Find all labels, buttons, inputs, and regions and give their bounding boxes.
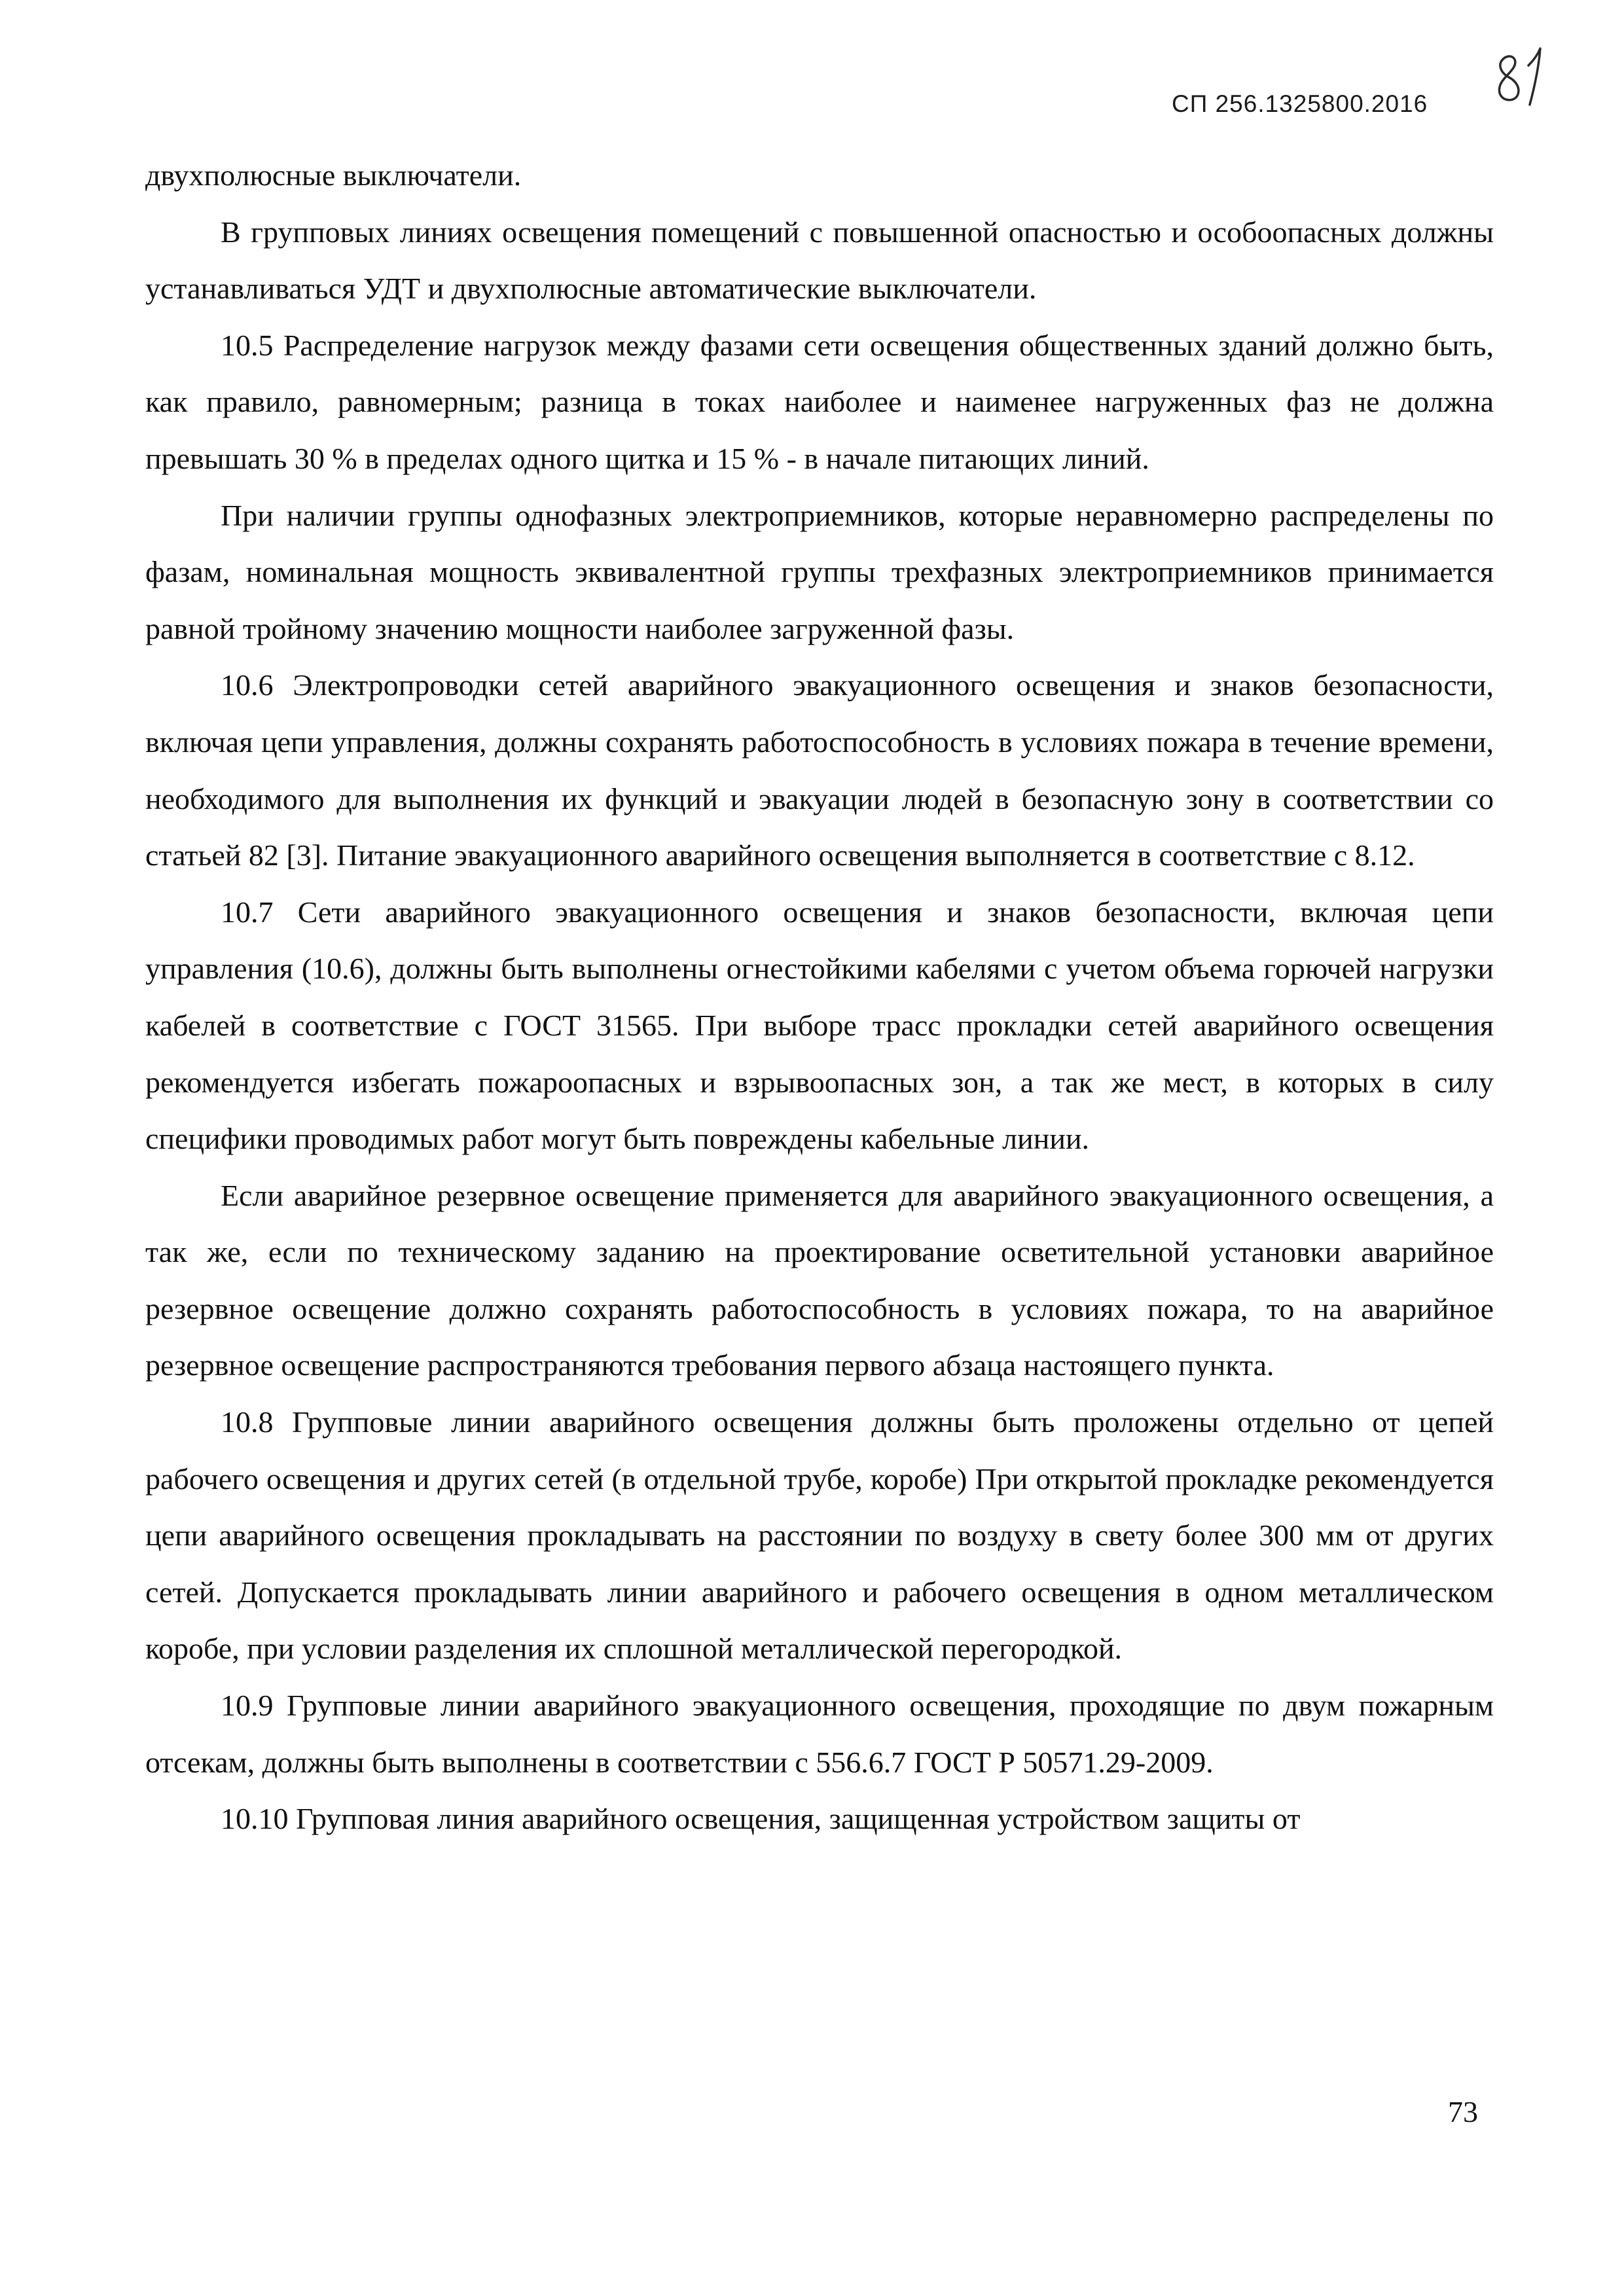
document-code: СП 256.1325800.2016 (1172, 90, 1428, 117)
page-number: 73 (1448, 2095, 1478, 2128)
handwritten-page-number (1483, 39, 1555, 111)
body-text (145, 147, 1494, 1848)
paragraph: 10.5 Распределение нагрузок между фазами сети освещения общественных зданий должно быть, как правило, равномерным; разница в токах наиболее и наименее нагруженных фаз не должна превышать 30 % в пределах одного щитка и 15 % - в начале питающих линий. (145, 328, 1494, 475)
paragraph: 10.8 Групповые линии аварийного освещения должны быть проложены отдельно от цепей рабочего освещения и других сетей (в отдельной трубе, коробе) При открытой прокладке рекомендуется цепи аварийного освещения прокладывать на расстоянии по воздуху в свету более 300 мм от других сетей. Допускается прокладывать линии аварийного и рабочего освещения в одном металлическом коробе, при условии разделения их сплошной металлической перегородкой. (145, 1405, 1494, 1666)
paragraph: В групповых линиях освещения помещений с повышенной опасностью и особоопасных должны устанавливаться УДТ и двухполюсные автоматические выключатели. (145, 215, 1494, 306)
paragraph: 10.7 Сети аварийного эвакуационного освещения и знаков безопасности, включая цепи управления (10.6), должны быть выполнены огнестойкими кабелями с учетом объема горючей нагрузки кабелей в соответствие с ГОСТ 31565. При выборе трасс прокладки сетей аварийного освещения рекомендуется избегать пожароопасных и взрывоопасных зон, а так же мест, в которых в силу специфики проводимых работ могут быть повреждены кабельные линии. (145, 895, 1494, 1156)
paragraph: 10.6 Электропроводки сетей аварийного эвакуационного освещения и знаков безопасности, включая цепи управления, должны сохранять работоспособность в условиях пожара в течение времени, необходимого для выполнения их функций и эвакуации людей в безопасную зону в соответствии со статьей 82 [3]. Питание эвакуационного аварийного освещения выполняется в соответствие с 8.12. (145, 668, 1494, 872)
paragraph: двухполюсные выключатели. (145, 158, 522, 192)
paragraph: При наличии группы однофазных электроприемников, которые неравномерно распределены по фазам, номинальная мощность эквивалентной группы трехфазных электроприемников принимается равной тройному значению мощности наиболее загруженной фазы. (145, 498, 1494, 645)
paragraph: 10.9 Групповые линии аварийного эвакуационного освещения, проходящие по двум пожарным отсекам, должны быть выполнены в соответствии с 556.6.7 ГОСТ Р 50571.29-2009. (145, 1689, 1494, 1779)
paragraph: Если аварийное резервное освещение применяется для аварийного эвакуационного освещения, а так же, если по техническому заданию на проектирование осветительной установки аварийное резервное освещение должно сохранять работоспособность в условиях пожара, то на аварийное резервное освещение распространяются требования первого абзаца настоящего пункта. (145, 1178, 1494, 1382)
paragraph: 10.10 Групповая линия аварийного освещения, защищенная устройством защиты от (221, 1802, 1301, 1836)
